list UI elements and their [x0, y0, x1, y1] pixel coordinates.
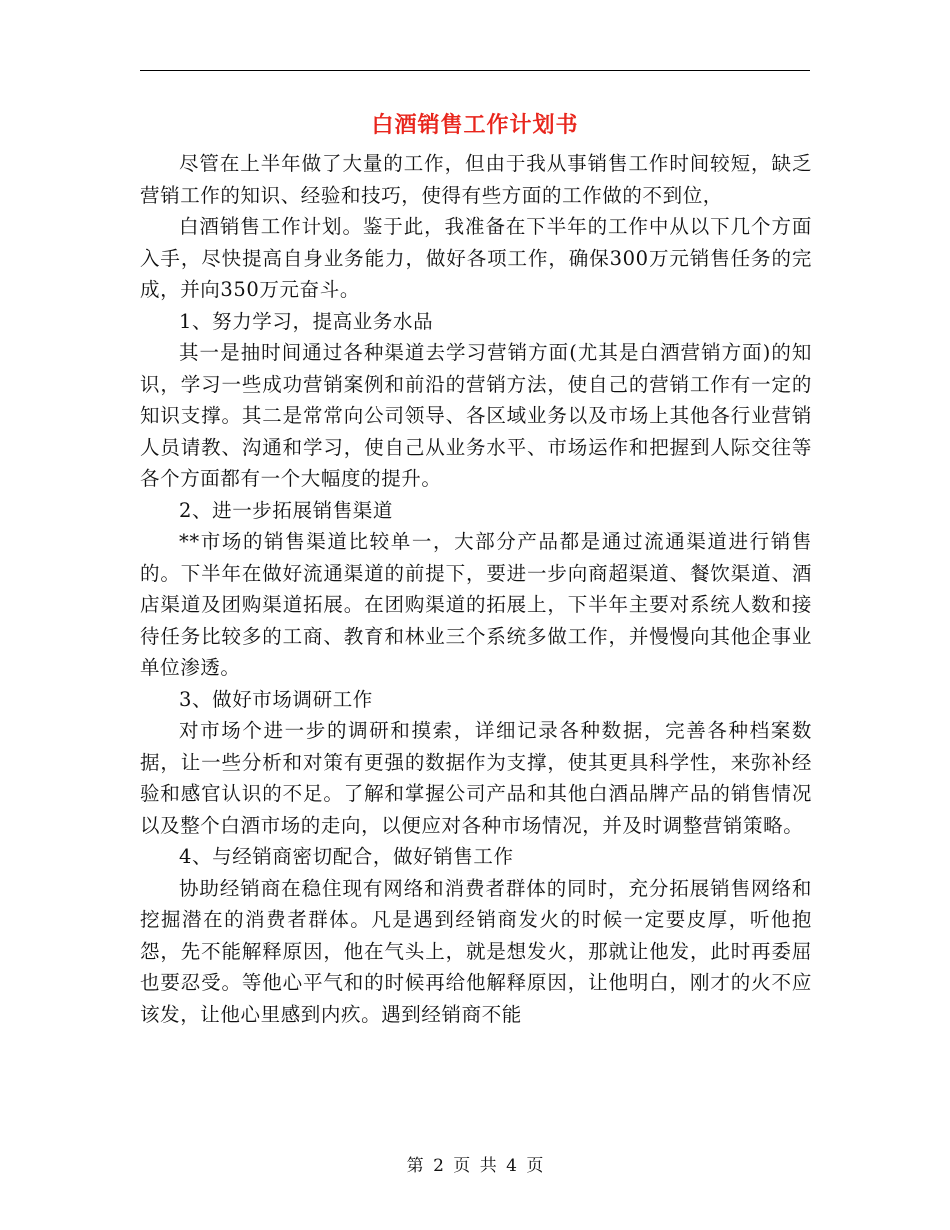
document-title: 白酒销售工作计划书 [371, 112, 579, 138]
paragraph-section-2: **市场的销售渠道比较单一，大部分产品都是通过流通渠道进行销售的。下半年在做好流通渠道的前提下，要进一步向商超渠道、餐饮渠道、酒店渠道及团购渠道拓展。在团购渠道的拓展上，下半年主要对系统人数和接待任务比较多的工商、教育和林业三个系统多做工作，并慢慢向其他企事业单位渗透。 [140, 530, 812, 679]
page-number-footer: 第 2 页 共 4 页 [406, 1156, 544, 1176]
paragraph-plan: 白酒销售工作计划。鉴于此，我准备在下半年的工作中从以下几个方面入手，尽快提高自身业务能力，做好各项工作，确保300万元销售任务的完成，并向350万元奋斗。 [140, 215, 812, 301]
paragraph-intro: 尽管在上半年做了大量的工作，但由于我从事销售工作时间较短，缺乏营销工作的知识、经验和技巧，使得有些方面的工作做的不到位， [140, 152, 812, 207]
header-rule [140, 70, 810, 71]
section-heading-1: 1、努力学习，提高业务水品 [179, 309, 434, 333]
paragraph-section-4: 协助经销商在稳住现有网络和消费者群体的同时，充分拓展销售网络和挖掘潜在的消费者群体。凡是遇到经销商发火的时候一定要皮厚，听他抱怨，先不能解释原因，他在气头上，就是想发火，那就让他发，此时再委屈也要忍受。等他心平气和的时候再给他解释原因，让他明白，刚才的火不应该发，让他心里感到内疚。遇到经销商不能 [140, 876, 812, 1026]
section-heading-2: 2、进一步拓展销售渠道 [179, 498, 394, 522]
document-body [140, 148, 812, 1030]
section-heading-4: 4、与经销商密切配合，做好销售工作 [179, 845, 514, 868]
paragraph-section-1: 其一是抽时间通过各种渠道去学习营销方面(尤其是白酒营销方面)的知识，学习一些成功营销案例和前沿的营销方法，使自己的营销工作有一定的知识支撑。其二是常常向公司领导、各区域业务以及市场上其他各行业营销人员请教、沟通和学习，使自己从业务水平、市场运作和把握到人际交往等各个方面都有一个大幅度的提升。 [140, 341, 812, 490]
paragraph-section-3: 对市场个进一步的调研和摸索，详细记录各种数据，完善各种档案数据，让一些分析和对策有更强的数据作为支撑，使其更具科学性，来弥补经验和感官认识的不足。了解和掌握公司产品和其他白酒品牌产品的销售情况以及整个白酒市场的走向，以便应对各种市场情况，并及时调整营销策略。 [140, 719, 812, 837]
section-heading-3: 3、做好市场调研工作 [179, 687, 373, 711]
